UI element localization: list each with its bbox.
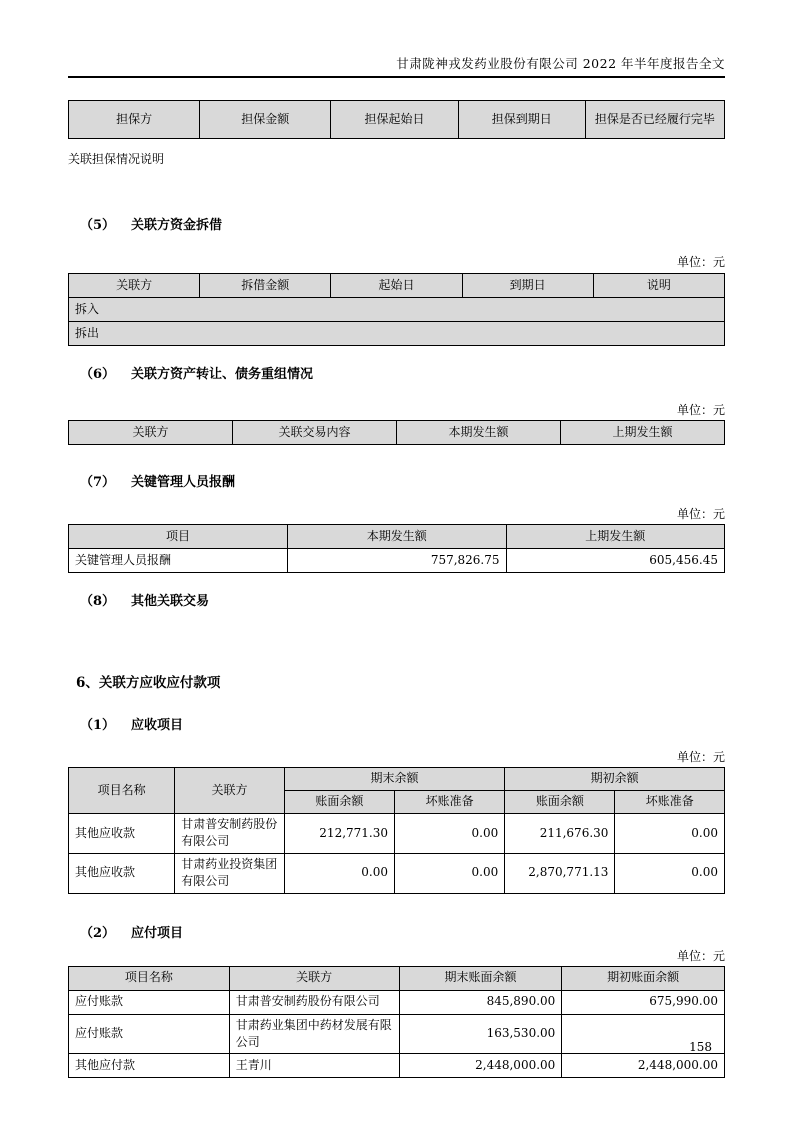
section-main-6-heading: 6、关联方应收应付款项 — [76, 675, 221, 691]
unit-label: 单位：元 — [676, 403, 725, 417]
transfer-col-content: 关联交易内容 — [233, 421, 397, 445]
section-5-title: 关联方资金拆借 — [131, 218, 223, 233]
guarantee-col-fulfilled: 担保是否已经履行完毕 — [585, 101, 724, 139]
payables-row — [69, 1054, 725, 1078]
lend-out-row — [69, 322, 725, 346]
keymgmt-prior-cell: 605,456.45 — [506, 549, 724, 573]
payables-header-row — [69, 966, 725, 990]
lending-col-note: 说明 — [593, 274, 724, 298]
payables-row — [69, 1014, 725, 1054]
page-content — [68, 0, 725, 1078]
receivables-col-begin-bad: 坏账准备 — [615, 791, 725, 814]
payable-item-cell: 其他应付款 — [69, 1054, 230, 1078]
transfer-col-party: 关联方 — [69, 421, 233, 445]
asset-transfer-table — [68, 420, 725, 445]
keymgmt-current-cell: 757,826.75 — [288, 549, 506, 573]
section-7-title: 关键管理人员报酬 — [131, 475, 236, 490]
guarantee-header-row — [69, 101, 725, 139]
receivables-group-beginning: 期初余额 — [505, 768, 725, 791]
receivables-header-row-1 — [69, 768, 725, 791]
payable-party-cell: 甘肃普安制药股份有限公司 — [229, 990, 399, 1014]
receivables-col-end-book: 账面余额 — [284, 791, 394, 814]
receivable-party-cell: 甘肃普安制药股份有限公司 — [175, 814, 285, 854]
payables-col-item: 项目名称 — [69, 966, 230, 990]
lend-in-row — [69, 298, 725, 322]
section-8-number: （8） — [80, 594, 116, 609]
payable-party-cell: 王青川 — [229, 1054, 399, 1078]
receivables-col-party: 关联方 — [175, 768, 285, 814]
receivable-end-book-cell: 0.00 — [284, 853, 394, 893]
payable-party-cell: 甘肃药业集团中药材发展有限公司 — [229, 1014, 399, 1054]
fund-lending-table — [68, 273, 725, 346]
receivables-row — [69, 814, 725, 854]
guarantee-col-end-date: 担保到期日 — [458, 101, 585, 139]
receivable-begin-bad-cell: 0.00 — [615, 853, 725, 893]
section-6-title: 关联方资产转让、债务重组情况 — [131, 367, 314, 382]
transfer-col-current: 本期发生额 — [397, 421, 561, 445]
receivable-item-cell: 其他应收款 — [69, 814, 175, 854]
key-management-data-row — [69, 549, 725, 573]
related-guarantee-note: 关联担保情况说明 — [68, 152, 165, 166]
report-header-title: 甘肃陇神戎发药业股份有限公司 2022 年半年度报告全文 — [68, 0, 725, 78]
payables-title: 应付项目 — [131, 925, 184, 941]
transfer-col-prior: 上期发生额 — [561, 421, 725, 445]
receivables-group-ending: 期末余额 — [284, 768, 504, 791]
payable-item-cell: 应付账款 — [69, 1014, 230, 1054]
section-6-number: （6） — [80, 367, 116, 382]
payable-item-cell: 应付账款 — [69, 990, 230, 1014]
receivables-number: （1） — [80, 718, 116, 733]
guarantee-table — [68, 100, 725, 139]
section-8-title: 其他关联交易 — [131, 594, 210, 609]
unit-label: 单位：元 — [676, 507, 725, 521]
fund-lending-header-row — [69, 274, 725, 298]
asset-transfer-header-row — [69, 421, 725, 445]
guarantee-col-start-date: 担保起始日 — [331, 101, 458, 139]
payable-end-cell: 845,890.00 — [399, 990, 562, 1014]
keymgmt-col-item: 项目 — [69, 525, 288, 549]
receivables-title: 应收项目 — [131, 718, 184, 733]
payable-end-cell: 2,448,000.00 — [399, 1054, 562, 1078]
lending-col-party: 关联方 — [69, 274, 200, 298]
guarantee-col-amount: 担保金额 — [200, 101, 331, 139]
key-management-header-row — [69, 525, 725, 549]
payables-col-party: 关联方 — [229, 966, 399, 990]
unit-label: 单位：元 — [676, 255, 725, 269]
section-5-number: （5） — [80, 218, 116, 233]
section-7-number: （7） — [80, 475, 116, 490]
receivable-party-cell: 甘肃药业投资集团有限公司 — [175, 853, 285, 893]
section-7-heading — [80, 471, 725, 490]
lending-col-amount: 拆借金额 — [200, 274, 331, 298]
keymgmt-col-current: 本期发生额 — [288, 525, 506, 549]
section-8-heading — [80, 590, 725, 609]
section-5-heading — [80, 214, 725, 233]
section-6-heading — [80, 363, 725, 382]
payables-col-ending: 期末账面余额 — [399, 966, 562, 990]
keymgmt-item-cell: 关键管理人员报酬 — [69, 549, 288, 573]
unit-label: 单位：元 — [676, 750, 725, 764]
receivable-item-cell: 其他应收款 — [69, 853, 175, 893]
lending-col-start: 起始日 — [331, 274, 462, 298]
receivables-row — [69, 853, 725, 893]
unit-label: 单位：元 — [676, 948, 725, 963]
key-management-table — [68, 524, 725, 573]
receivable-begin-book-cell: 211,676.30 — [505, 814, 615, 854]
receivables-table — [68, 767, 725, 894]
receivables-heading — [80, 714, 725, 733]
receivables-col-item: 项目名称 — [69, 768, 175, 814]
receivable-end-bad-cell: 0.00 — [395, 814, 505, 854]
payable-begin-cell: 2,448,000.00 — [562, 1054, 725, 1078]
receivables-col-end-bad: 坏账准备 — [395, 791, 505, 814]
payables-number: （2） — [80, 925, 116, 941]
lend-out-cell: 拆出 — [69, 322, 725, 346]
page-number: 158 — [689, 1040, 712, 1054]
receivable-begin-book-cell: 2,870,771.13 — [505, 853, 615, 893]
receivable-begin-bad-cell: 0.00 — [615, 814, 725, 854]
receivable-end-book-cell: 212,771.30 — [284, 814, 394, 854]
lending-col-due: 到期日 — [462, 274, 593, 298]
keymgmt-col-prior: 上期发生额 — [506, 525, 724, 549]
payables-table — [68, 966, 725, 1079]
lend-in-cell: 拆入 — [69, 298, 725, 322]
payables-row — [69, 990, 725, 1014]
payables-heading — [80, 922, 725, 941]
guarantee-col-guarantor: 担保方 — [69, 101, 200, 139]
receivable-end-bad-cell: 0.00 — [395, 853, 505, 893]
payable-end-cell: 163,530.00 — [399, 1014, 562, 1054]
payables-col-beginning: 期初账面余额 — [562, 966, 725, 990]
receivables-col-begin-book: 账面余额 — [505, 791, 615, 814]
payable-begin-cell: 675,990.00 — [562, 990, 725, 1014]
